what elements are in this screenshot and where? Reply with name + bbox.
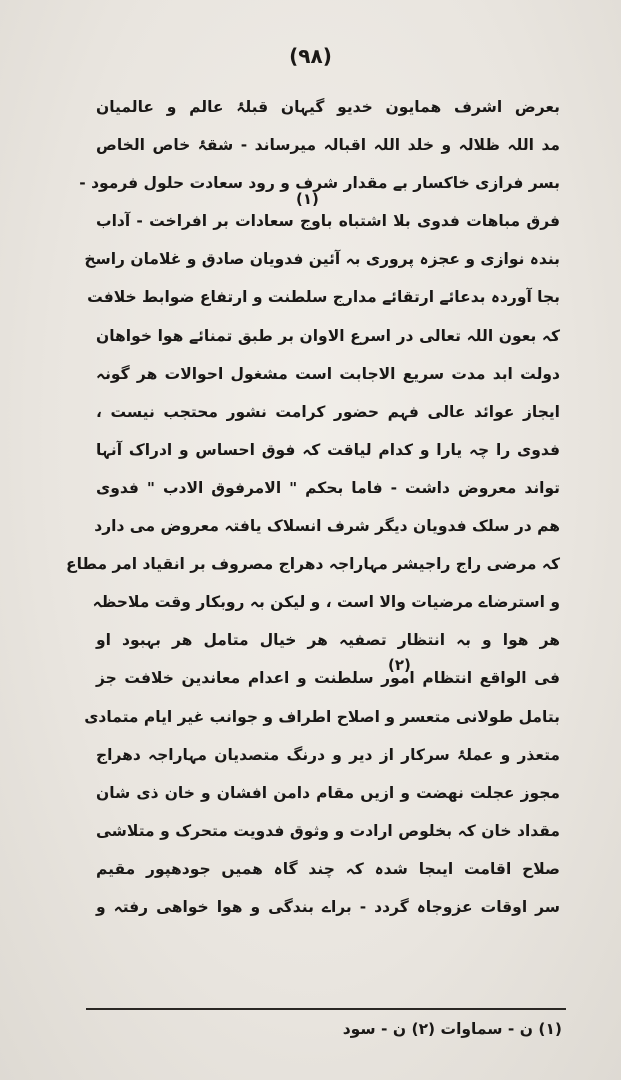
text-line: فرق مباهات فدوی بلا اشتباه باوج سعادات بر افراخت - آداب: [96, 212, 560, 231]
text-line: ایجاز عوائد عالی فہم حضور کرامت نشور محتجب نیست ،: [96, 402, 560, 421]
text-line: دولت ابد مدت سریع الاجابت است مشغول احوالات هر گونہ: [96, 364, 560, 383]
text-line: هر هوا و بہ انتظار تصفیہ هر خیال متامل هر بہبود او: [96, 631, 560, 650]
footnote-marker-2: (۲): [388, 656, 411, 674]
text-line: فدوی را چہ یارا و کدام لیاقت کہ فوق احساس و ادراک آنہا: [96, 440, 560, 459]
page-number: (۹۸): [289, 44, 332, 68]
text-line: کہ مرضی راج راجیشر مہاراجہ دهراج مصروف بر انقیاد امر مطاع: [66, 555, 560, 574]
body-text: [66, 92, 560, 930]
text-line: مقداد خان کہ بخلوص ارادت و وثوق فدویت متحرک و متلاشی: [96, 821, 560, 840]
text-line: بجا آوردہ بدعائے ارتقائے مدارج سلطنت و ارتفاع ضوابط خلافت: [87, 288, 560, 307]
text-line: فی الواقع انتظام امور سلطنت و اعدام معاندین خلافت جز: [96, 669, 560, 688]
text-line: مد اللہ ظلالہ و خلد اللہ اقبالہ میرساند - شقۂ خاص الخاص: [96, 136, 560, 155]
footnote-divider: [86, 1008, 566, 1010]
text-line: مجوز عجلت نهضت و ازیں مقام دامن افشان و خان ذی شان: [96, 783, 560, 802]
text-line: بتامل طولانی متعسر و اصلاح اطراف و جوانب غیر ایام متمادی: [84, 707, 560, 726]
footnote-marker-1: (۱): [296, 190, 319, 208]
text-line: تواند معروض داشت - فاما بحکم " الامرفوق الادب " فدوی: [96, 478, 560, 497]
text-line: بندہ نوازی و عجزہ پروری بہ آئین فدویان صادق و غلامان راسخ: [84, 250, 560, 269]
text-line: بعرض اشرف همایون خدیو گیہان قبلۂ عالم و عالمیان: [96, 98, 560, 116]
text-line: متعذر و عملۂ سرکار از دیر و درنگ متصدیان مہاراجہ دهراج: [96, 745, 560, 764]
text-line: هم در سلک فدویان دیگر شرف انسلاک یافتہ معروض می دارد: [94, 517, 560, 536]
text-line: سر اوقات عزوجاہ گردد - براے بندگی و هوا خواهی رفتہ و: [96, 897, 560, 916]
text-line: کہ بعون اللہ تعالی در اسرع الاوان بر طبق تمنائے هوا خواهان: [96, 326, 560, 345]
text-line: صلاح اقامت ایںجا شدہ کہ چند گاہ همیں جودھپور مقیم: [96, 859, 560, 878]
text-line: بسر فرازی خاکسار بے مقدار شرف و رود سعادت حلول فرمود -: [79, 174, 560, 193]
text-line: و استرضاے مرضیات والا است ، و لیکن بہ روبکار وقت ملاحظہ: [92, 593, 560, 612]
footnote: (۱) ن - سماوات (۲) ن - سود: [342, 1020, 562, 1038]
